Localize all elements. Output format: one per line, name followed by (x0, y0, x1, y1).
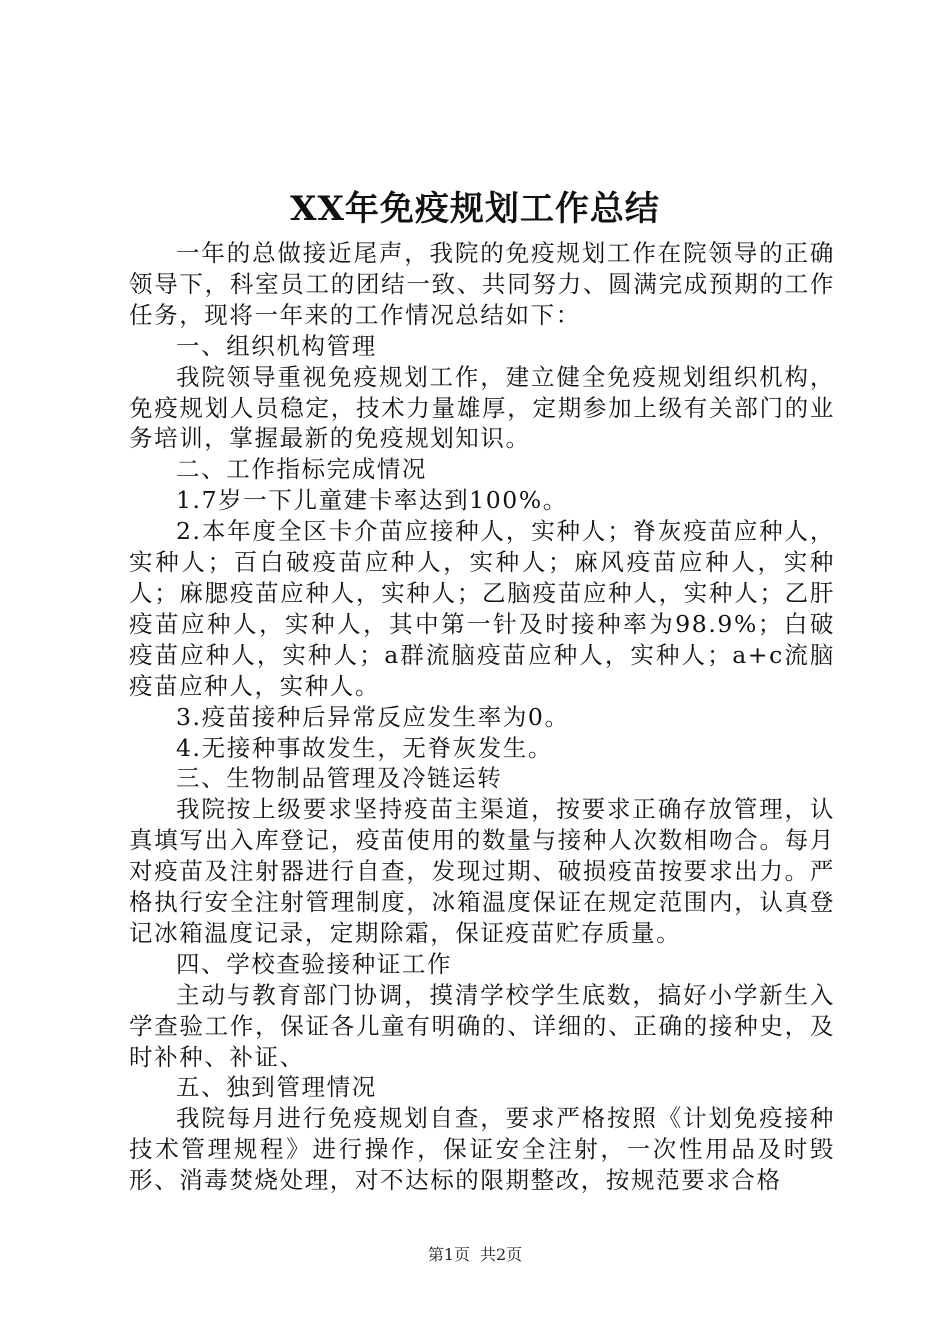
list-item: 3.疫苗接种后异常反应发生率为0。 (176, 702, 570, 731)
paragraph-intro: 一年的总做接近尾声，我院的免疫规划工作在院领导的正确领导下，科室员工的团结一致、共同努力、圆满完成预期的工作任务，现将一年来的工作情况总结如下： (129, 239, 835, 329)
paragraph: 我院领导重视免疫规划工作，建立健全免疫规划组织机构，免疫规划人员稳定，技术力量雄厚，定期参加上级有关部门的业务培训，掌握最新的免疫规划知识。 (129, 362, 835, 453)
paragraph: 主动与教育部门协调，摸清学校学生底数，搞好小学新生入学查验工作，保证各儿童有明确的、详细的、正确的接种史，及时补种、补证、 (129, 980, 835, 1071)
section-heading-4: 四、学校查验接种证工作 (176, 949, 453, 978)
list-item: 1.7岁一下儿童建卡率达到100%。 (176, 486, 568, 515)
section-heading-1: 一、组织机构管理 (176, 331, 377, 360)
page-total: 共2页 (480, 1245, 523, 1264)
paragraph: 我院按上级要求坚持疫苗主渠道，按要求正确存放管理，认真填写出入库登记，疫苗使用的数量与接种人次数相吻合。每月对疫苗及注射器进行自查，发现过期、破损疫苗按要求出力。严格执行安全注射管理制度，冰箱温度保证在规定范围内，认真登记冰箱温度记录，定期除霜，保证疫苗贮存质量。 (129, 795, 835, 947)
paragraph: 我院每月进行免疫规划自查，要求严格按照《计划免疫接种技术管理规程》进行操作，保证安全注射，一次性用品及时毁形、消毒焚烧处理，对不达标的限期整改，按规范要求合格 (129, 1104, 835, 1195)
list-item: 4.无接种事故发生，无脊灰发生。 (176, 733, 554, 762)
page-number: 第1页 (427, 1245, 470, 1264)
section-heading-2: 二、工作指标完成情况 (176, 455, 427, 484)
section-heading-5: 五、独到管理情况 (176, 1073, 377, 1102)
section-heading-3: 三、生物制品管理及冷链运转 (176, 764, 503, 793)
document-body (129, 238, 835, 1196)
list-item: 2.本年度全区卡介苗应接种人，实种人；脊灰疫苗应种人，实种人；百白破疫苗应种人，实种人；麻风疫苗应种人，实种人；麻腮疫苗应种人，实种人；乙脑疫苗应种人，实种人；乙肝疫苗应种人，实种人，其中第一针及时接种率为98.9%；白破疫苗应种人，实种人；a群流脑疫苗应种人，实种人；a+c流脑疫苗应种人，实种人。 (129, 517, 835, 700)
page-footer (0, 1244, 950, 1266)
document-title: XX年免疫规划工作总结 (290, 189, 660, 229)
